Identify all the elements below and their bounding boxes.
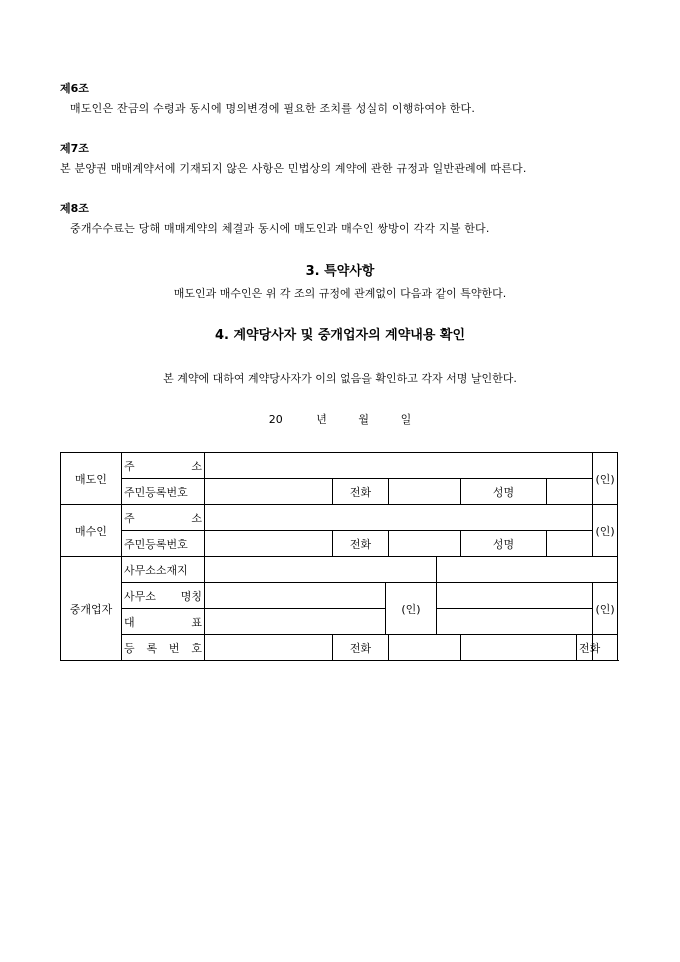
broker-row-location — [61, 557, 618, 583]
seller-label: 매도인 — [61, 453, 122, 505]
buyer-address-label: 주 소 — [122, 505, 205, 531]
broker1-phone-label: 전화 — [333, 635, 389, 661]
parties-table — [60, 452, 618, 661]
broker2-seal: (인) — [593, 583, 618, 635]
broker1-representative-field[interactable] — [205, 609, 386, 635]
date-year-prefix: 20 — [268, 413, 283, 426]
broker2-office-location-field[interactable] — [437, 557, 618, 583]
special-terms-heading: 3. 특약사항 — [305, 264, 375, 279]
date-line — [0, 411, 680, 427]
buyer-seal: (인) — [593, 505, 618, 557]
article-6-body: 매도인은 잔금의 수령과 동시에 명의변경에 필요한 조치를 성실히 이행하여야 한다. — [70, 102, 476, 115]
broker-label: 중개업자 — [61, 557, 122, 661]
broker1-office-location-field[interactable] — [205, 557, 437, 583]
buyer-rrn-label: 주민등록번호 — [122, 531, 205, 557]
broker1-reg-no-field[interactable] — [205, 635, 333, 661]
seller-name-label: 성명 — [461, 479, 547, 505]
broker2-reg-no-field[interactable] — [461, 635, 577, 661]
buyer-phone-field[interactable] — [389, 531, 461, 557]
article-7-title: 제7조 — [60, 142, 89, 155]
broker2-representative-field[interactable] — [437, 609, 593, 635]
broker-row-registration — [61, 635, 618, 661]
article-6-title: 제6조 — [60, 82, 89, 95]
broker-row-representative — [61, 609, 618, 635]
special-terms-text: 매도인과 매수인은 위 각 조의 규정에 관계없이 다음과 같이 특약한다. — [173, 287, 507, 300]
seller-phone-label: 전화 — [333, 479, 389, 505]
buyer-phone-label: 전화 — [333, 531, 389, 557]
seller-seal: (인) — [593, 453, 618, 505]
seller-row-id — [61, 479, 618, 505]
broker-representative-label: 대 표 — [122, 609, 205, 635]
broker-reg-no-label: 등 록 번 호 — [122, 635, 205, 661]
broker2-phone-label: 전화 — [577, 635, 593, 661]
confirmation-text: 본 계약에 대하여 계약당사자가 이의 없음을 확인하고 각자 서명 날인한다. — [163, 372, 517, 385]
article-8-body: 중개수수료는 당해 매매계약의 체결과 동시에 매도인과 매수인 쌍방이 각각 지불 한다. — [70, 222, 490, 235]
broker2-office-name-field[interactable] — [437, 583, 593, 609]
buyer-address-field[interactable] — [205, 505, 593, 531]
seller-row-address — [61, 453, 618, 479]
broker1-phone-field[interactable] — [389, 635, 461, 661]
date-year: 년 — [316, 413, 327, 426]
broker-office-location-label: 사무소소재지 — [122, 557, 205, 583]
seller-address-label: 주 소 — [122, 453, 205, 479]
seller-rrn-label: 주민등록번호 — [122, 479, 205, 505]
article-7-body: 본 분양권 매매계약서에 기재되지 않은 사항은 민법상의 계약에 관한 규정과 일반관례에 따른다. — [60, 162, 527, 175]
buyer-row-id — [61, 531, 618, 557]
confirmation-heading: 4. 계약당사자 및 중개업자의 계약내용 확인 — [214, 328, 466, 343]
seller-rrn-field[interactable] — [205, 479, 333, 505]
seller-address-field[interactable] — [205, 453, 593, 479]
buyer-name-label: 성명 — [461, 531, 547, 557]
broker-office-name-label: 사무소 명칭 — [122, 583, 205, 609]
broker-row-office-name — [61, 583, 618, 609]
buyer-label: 매수인 — [61, 505, 122, 557]
date-day: 일 — [400, 413, 412, 426]
broker1-office-name-field[interactable] — [205, 583, 386, 609]
article-8-title: 제8조 — [60, 202, 89, 215]
seller-phone-field[interactable] — [389, 479, 461, 505]
buyer-rrn-field[interactable] — [205, 531, 333, 557]
date-month: 월 — [358, 413, 370, 426]
broker1-seal: (인) — [386, 583, 437, 635]
buyer-row-address — [61, 505, 618, 531]
